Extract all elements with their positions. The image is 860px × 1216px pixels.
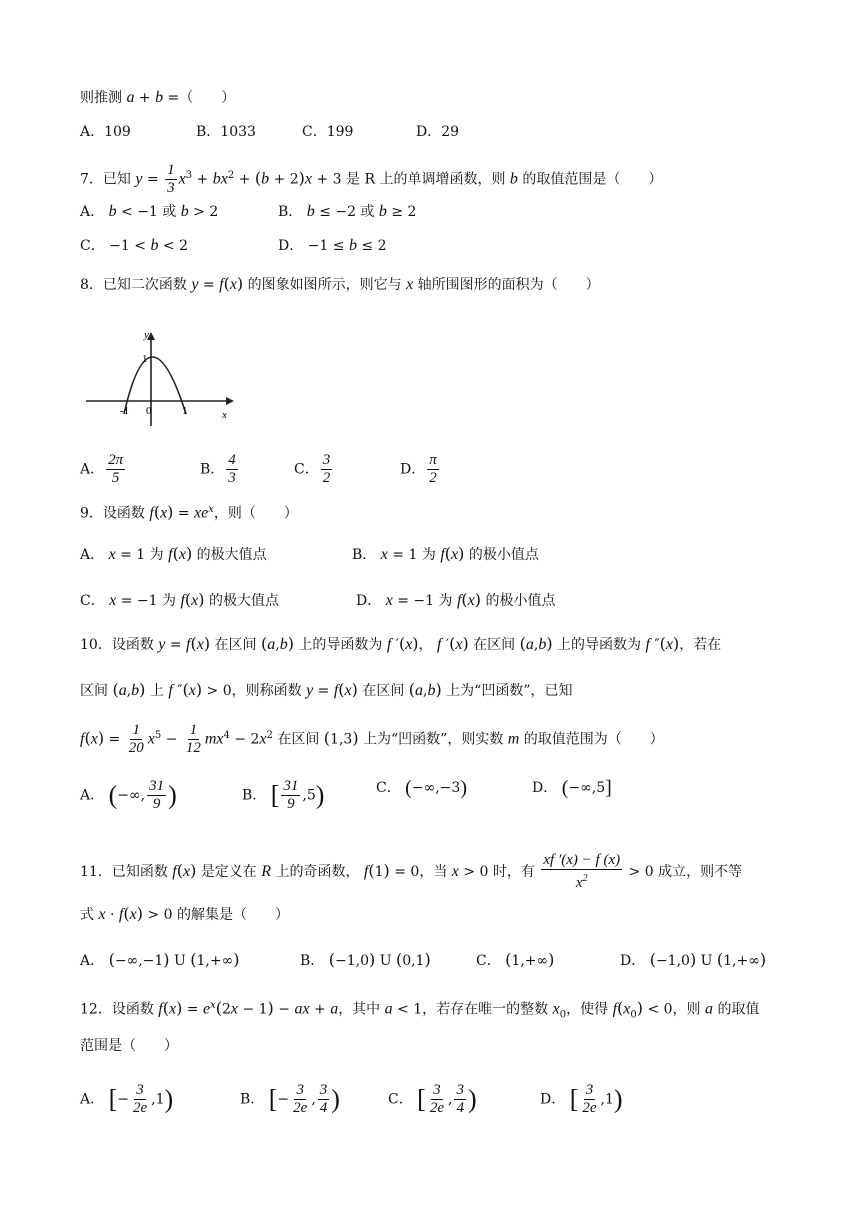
q12-option-c[interactable]: C． [ $\frac{3}{2e}$ , $\frac{3}{4}$ ) (388, 1082, 477, 1116)
q9-option-a[interactable]: A． x = 1 为 f(x) 的极大值点 (80, 544, 267, 563)
x-one-label: 1 (182, 405, 188, 417)
q6-option-b[interactable]: B．1033 (196, 124, 256, 140)
q6-option-a[interactable]: A．109 (80, 124, 131, 140)
q10-line3: f(x) = $\frac{1}{20}$ $x^5$ − $\frac{1}{12}$ $mx^4 - 2x^2$ 在区间 (1,3) 上为“凹函数”，则实数 m 的取值范围为（ ） (80, 722, 664, 756)
q9-option-c[interactable]: C． x = −1 为 f(x) 的极大值点 (80, 590, 279, 609)
q12-option-a[interactable]: A． [− $\frac{3}{2e}$ ,1) (80, 1082, 174, 1116)
q6-option-d[interactable]: D．29 (416, 124, 460, 140)
parabola-graph (86, 326, 246, 430)
q12-option-b[interactable]: B． [− $\frac{3}{2e}$ , $\frac{3}{4}$ ) (240, 1082, 340, 1116)
q10-option-c[interactable]: C． (−∞,−3) (376, 777, 467, 799)
q10-option-b[interactable]: B． [ $\frac{31}{9}$ ,5) (242, 778, 325, 812)
x-axis-arrow (226, 397, 234, 405)
origin-label: 0 (146, 405, 152, 417)
q12-line2: 范围是（ ） (80, 1038, 178, 1054)
q9-option-d[interactable]: D． x = −1 为 f(x) 的极小值点 (356, 590, 556, 609)
q11-option-b[interactable]: B． (−1,0) U (0,1) (300, 950, 431, 969)
q8-option-a[interactable]: A． $\frac{2\pi}{5}$ (80, 452, 124, 486)
neg-one-label: -1 (120, 405, 130, 417)
q8-option-b[interactable]: B． $\frac{4}{3}$ (200, 452, 236, 486)
q11-line1: 11．已知函数 f(x) 是定义在 R 上的奇函数， f(1) = 0，当 x > 0 时，有 $\frac{xf '(x) - f (x)}{x^2}$ > 0 成立，则不等 (80, 852, 743, 891)
y-one-label: 1 (142, 353, 148, 365)
q10-option-a[interactable]: A． (−∞, $\frac{31}{9}$ ) (80, 778, 177, 812)
q12-line1: 12．设函数 $f(x) = e^x(2x - 1)$ − ax + a，其中 a < 1，若存在唯一的整数 $x_0$，使得 $f(x_0) < 0$，则 a 的取值 (80, 998, 760, 1021)
q10-line1: 10．设函数 y = f(x) 在区间 (a,b) 上的导函数为 f ′(x)， f ′(x) 在区间 (a,b) 上的导函数为 f ″(x)，若在 (80, 634, 722, 653)
q9-option-b[interactable]: B． x = 1 为 f(x) 的极小值点 (352, 544, 539, 563)
x-axis-label: x (222, 409, 227, 421)
q6-option-c[interactable]: C．199 (302, 124, 354, 140)
q7-option-a[interactable]: A． b < −1 或 b > 2 (80, 203, 219, 220)
y-axis-label: y (144, 329, 149, 341)
q11-option-c[interactable]: C． (1,+∞) (476, 950, 555, 969)
q8-option-c[interactable]: C． $\frac{3}{2}$ (294, 452, 331, 486)
q7-stem: 7．已知 y = $\frac{1}{3}$ $x^3 + bx^2 + (b + 2)x + 3$ 是 R 上的单调增函数，则 b 的取值范围是（ ） (80, 162, 663, 196)
q10-option-d[interactable]: D． (−∞,5] (532, 777, 612, 799)
q11-option-d[interactable]: D． (−1,0) U (1,+∞) (620, 950, 767, 969)
q10-line2: 区间 (a,b) 上 f ″(x) > 0，则称函数 y = f(x) 在区间 (a,b) 上为“凹函数”，已知 (80, 680, 573, 699)
q7-option-c[interactable]: C． −1 < b < 2 (80, 237, 188, 254)
parabola-curve (124, 357, 186, 414)
q8-option-d[interactable]: D． $\frac{\pi}{2}$ (400, 452, 437, 486)
q11-option-a[interactable]: A． (−∞,−1) U (1,+∞) (80, 950, 240, 969)
q7-option-b[interactable]: B． b ≤ −2 或 b ≥ 2 (278, 203, 417, 220)
q11-line2: 式 x · f(x) > 0 的解集是（ ） (80, 904, 289, 923)
q12-option-d[interactable]: D． [ $\frac{3}{2e}$ ,1) (540, 1082, 623, 1116)
q8-stem: 8．已知二次函数 y = f(x) 的图象如图所示，则它与 x 轴所围图形的面积为（ ） (80, 274, 600, 293)
q6-tail: 则推测 a + b =（ ） (80, 89, 236, 106)
q9-stem: 9．设函数 $f(x) = xe^x$，则（ ） (80, 502, 298, 522)
q7-option-d[interactable]: D． −1 ≤ b ≤ 2 (278, 237, 387, 254)
